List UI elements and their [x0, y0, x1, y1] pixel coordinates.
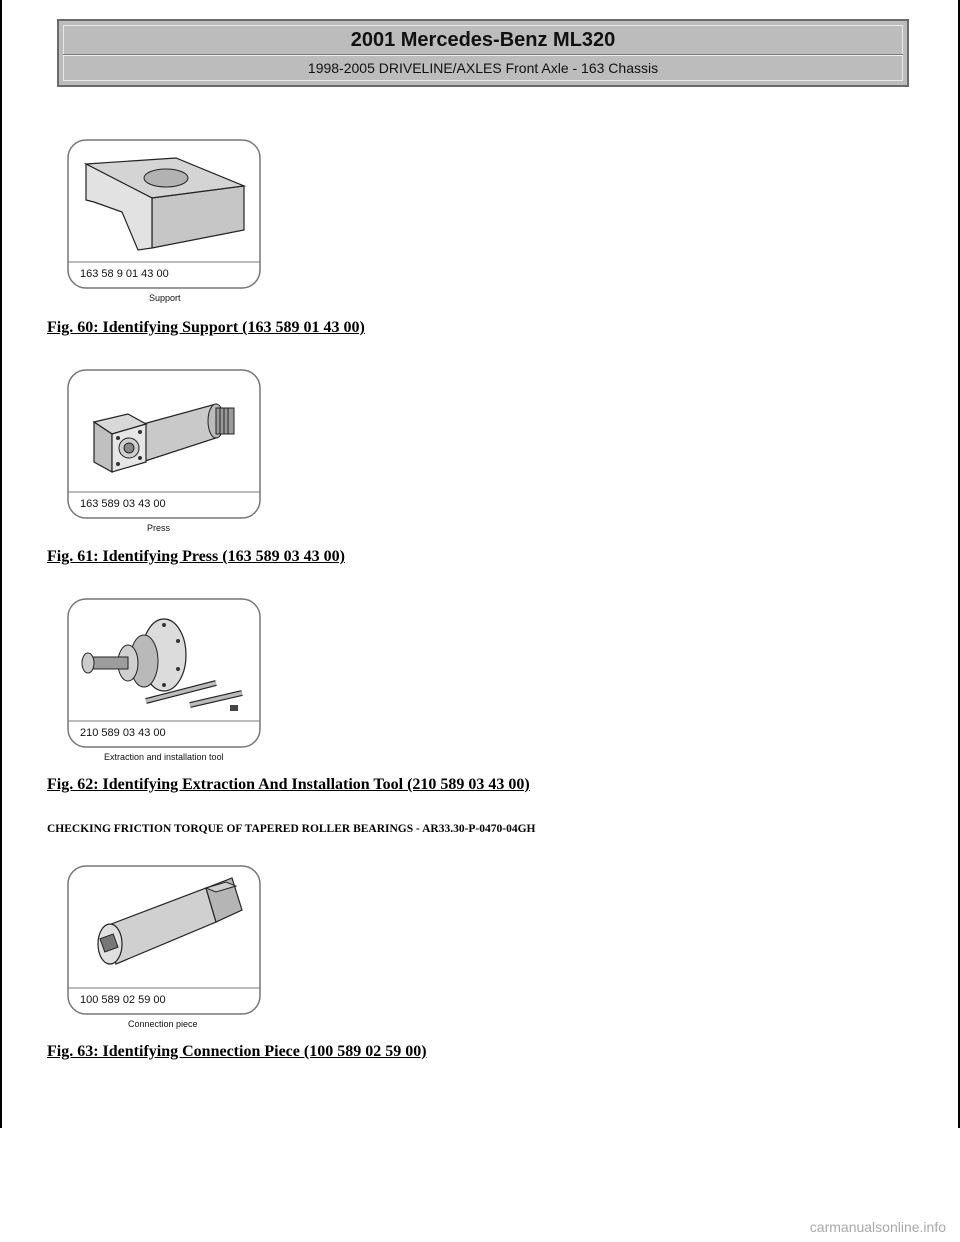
- press-illustration: [66, 368, 262, 538]
- header-subtitle: 1998-2005 DRIVELINE/AXLES Front Axle - 163 Chassis: [307, 60, 659, 76]
- support-part-number: 163 58 9 01 43 00: [80, 268, 169, 280]
- extraction-tool-part-number: 210 589 03 43 00: [80, 727, 166, 739]
- press-label: Press: [147, 523, 171, 533]
- figure-extraction-tool: [66, 597, 262, 767]
- support-label: Support: [149, 293, 181, 303]
- section-heading-friction-torque: CHECKING FRICTION TORQUE OF TAPERED ROLLER BEARINGS - AR33.30-P-0470-04GH: [47, 823, 536, 835]
- connection-piece-part-number: 100 589 02 59 00: [80, 994, 166, 1006]
- page-border-left: [0, 0, 2, 1128]
- figure-caption-press[interactable]: Fig. 61: Identifying Press (163 589 03 43 00): [47, 548, 345, 565]
- connection-piece-illustration: [66, 864, 262, 1034]
- support-illustration: [66, 138, 262, 308]
- figure-press: [66, 368, 262, 538]
- press-part-number: 163 589 03 43 00: [80, 498, 166, 510]
- watermark: carmanualsonline.info: [809, 1219, 946, 1235]
- figure-caption-connection-piece[interactable]: Fig. 63: Identifying Connection Piece (100 589 02 59 00): [47, 1043, 427, 1060]
- figure-support: [66, 138, 262, 308]
- header-title: 2001 Mercedes-Benz ML320: [350, 29, 616, 51]
- header-divider: [63, 54, 903, 56]
- extraction-tool-label: Extraction and installation tool: [104, 752, 224, 762]
- page-header: [57, 19, 909, 87]
- figure-caption-support[interactable]: Fig. 60: Identifying Support (163 589 01 43 00): [47, 319, 365, 336]
- figure-caption-extraction-tool[interactable]: Fig. 62: Identifying Extraction And Installation Tool (210 589 03 43 00): [47, 776, 530, 793]
- connection-piece-label: Connection piece: [128, 1019, 198, 1029]
- extraction-tool-illustration: [66, 597, 262, 767]
- figure-connection-piece: [66, 864, 262, 1034]
